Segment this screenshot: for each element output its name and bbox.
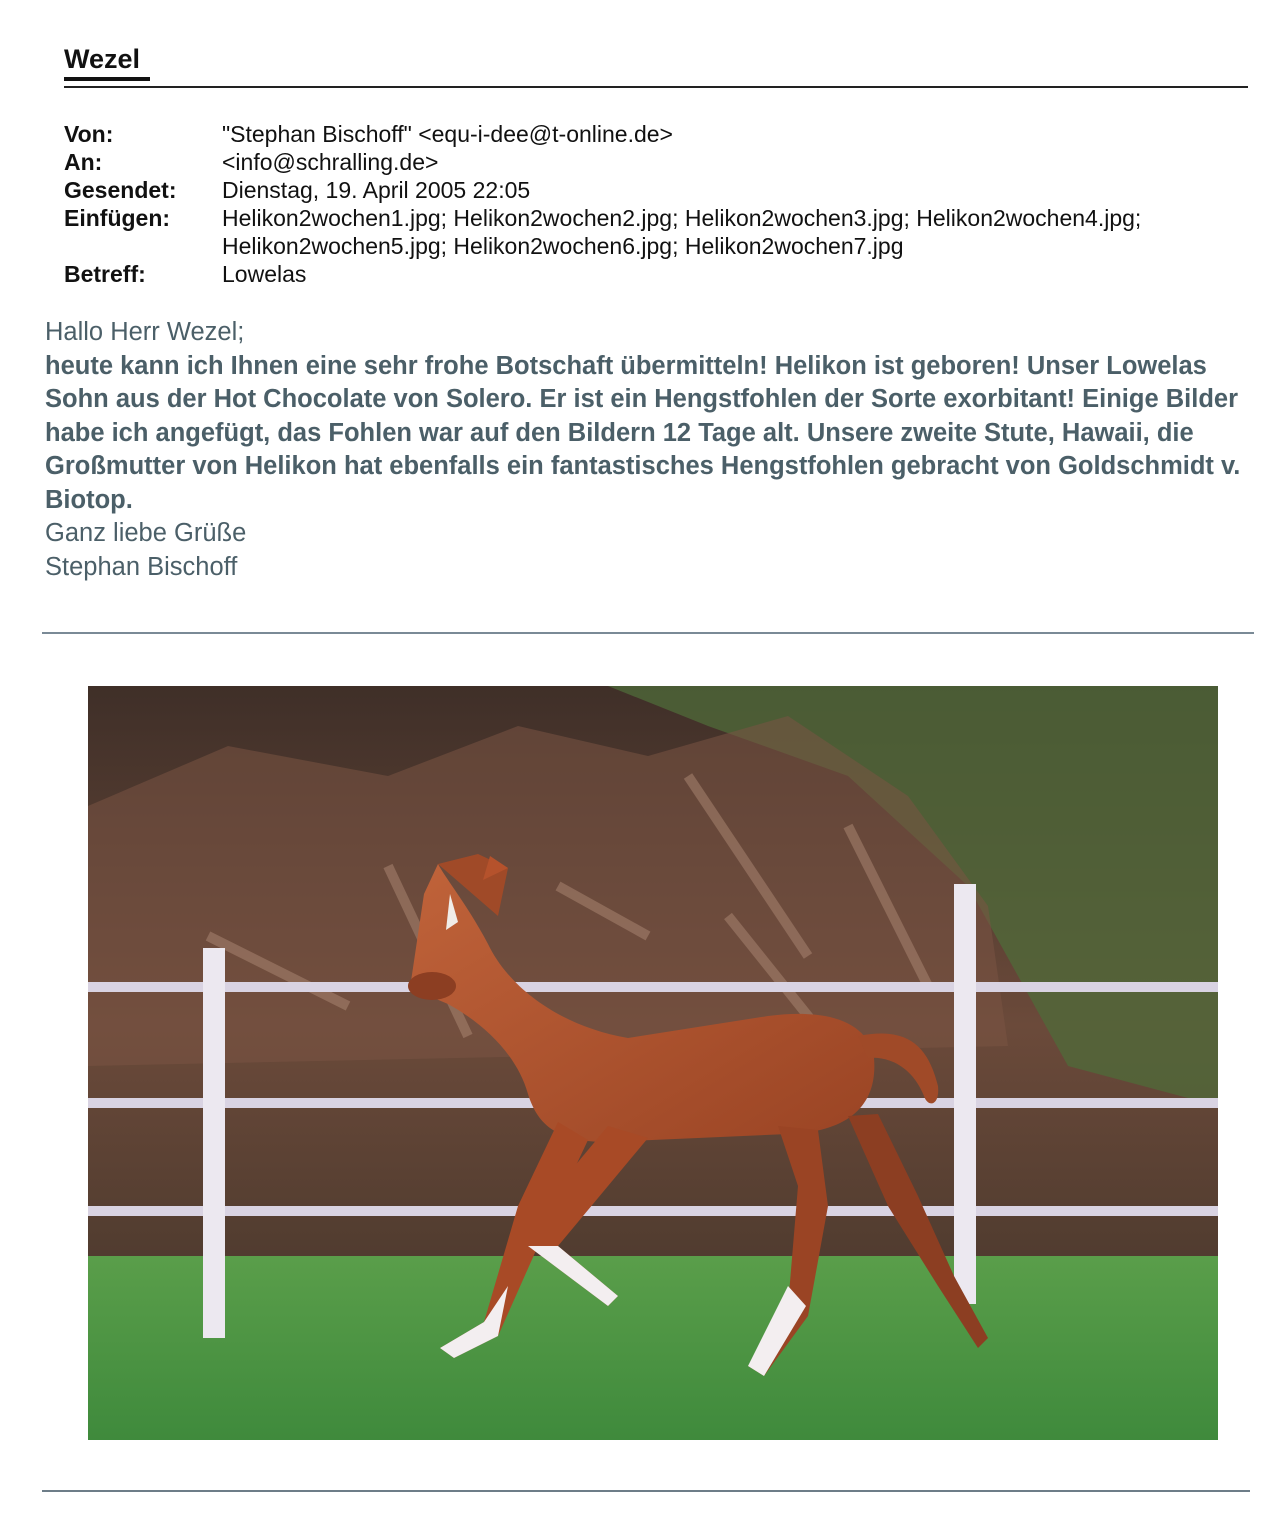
body-divider [42, 632, 1254, 634]
attachments-line-1: Helikon2wochen1.jpg; Helikon2wochen2.jpg; Helikon2wochen3.jpg; Helikon2wochen4.jpg; [222, 205, 1142, 231]
attachments-line-2: Helikon2wochen5.jpg; Helikon2wochen6.jpg; Helikon2wochen7.jpg [222, 233, 904, 259]
document-title: Wezel [64, 44, 141, 74]
header-subject [64, 260, 1244, 288]
header-divider [64, 86, 1248, 88]
message-signature: Stephan Bischoff [45, 552, 238, 581]
subject-label: Betreff: [64, 261, 146, 287]
message-paragraph: heute kann ich Ihnen eine sehr frohe Botschaft übermitteln! Helikon ist geboren! Unser Lowelas Sohn aus der Hot Chocolate von Solero. Er ist ein Hengstfohlen der Sorte exorbitant! Einige Bilder habe ich angefügt, das Fohlen war auf den Bildern 12 Tage alt. Unsere zweite Stute, Hawaii, die Großmutter von Helikon hat ebenfalls ein fantastisches Hengstfohlen gebracht von Goldschmidt v. Biotop. [45, 351, 1241, 514]
header-sent [64, 176, 1244, 204]
header-to [64, 148, 1244, 176]
to-label: An: [64, 149, 103, 175]
to-value: <info@schralling.de> [222, 149, 439, 175]
footer-divider [42, 1490, 1250, 1492]
from-value: "Stephan Bischoff" <equ-i-dee@t-online.de> [222, 121, 673, 147]
attachments-value [222, 204, 1244, 260]
email-headers [64, 120, 1244, 288]
message-greeting: Hallo Herr Wezel; [45, 318, 245, 346]
attachments-label: Einfügen: [64, 205, 171, 231]
sent-label: Gesendet: [64, 177, 177, 203]
header-from [64, 120, 1244, 148]
foal-photo [88, 686, 1218, 1440]
header-attachments [64, 204, 1244, 260]
sent-value: Dienstag, 19. April 2005 22:05 [222, 177, 531, 203]
subject-value: Lowelas [222, 261, 307, 287]
message-closing: Ganz liebe Grüße [45, 519, 247, 547]
foal-photo-illustration [88, 686, 1218, 1440]
message-body [45, 316, 1260, 584]
from-label: Von: [64, 121, 114, 147]
title-underline [64, 77, 150, 81]
grass [88, 1256, 1218, 1440]
